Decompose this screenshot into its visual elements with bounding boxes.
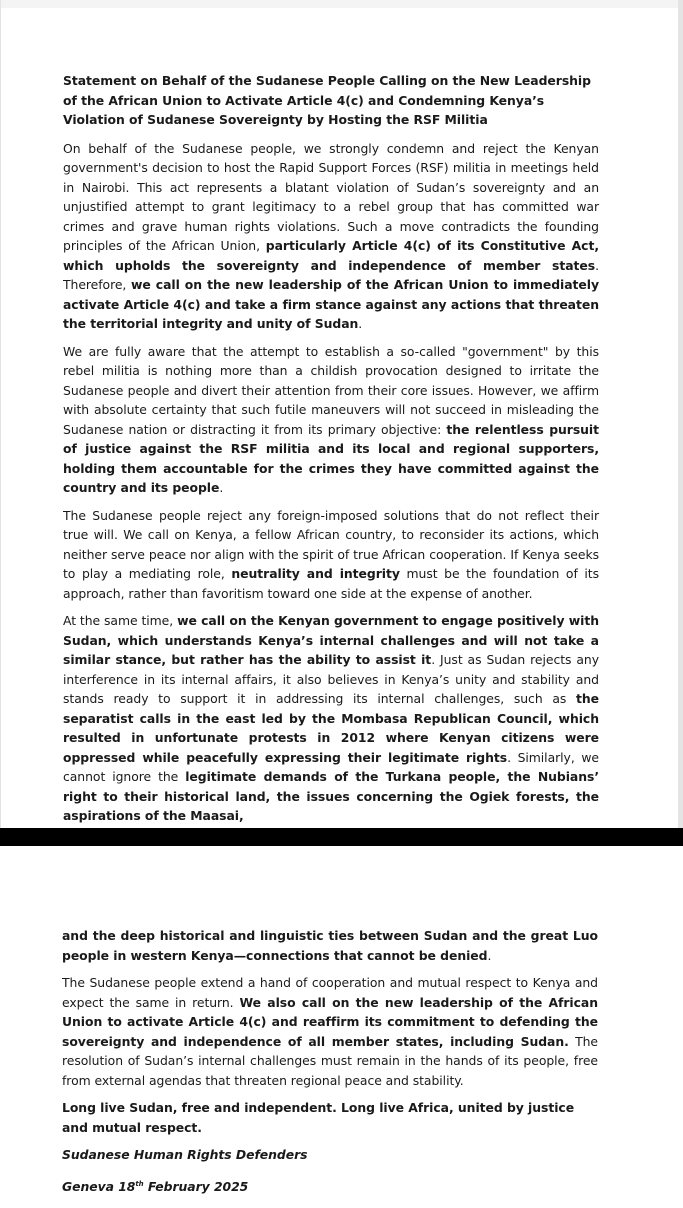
statement-paragraph [62, 926, 598, 965]
page-2-content [62, 926, 598, 1208]
page-top-edge [1, 0, 683, 8]
text-run: . [219, 480, 224, 495]
text-run: We are fully aware that the attempt to establish a so-called "government" by this rebel militia is nothing more than a childish provocation designed to irritate the Sudanese people and divert their attention from their core issues. However, we affirm with absolute certainty that such futile maneuvers will not succeed in misleading the Sudanese nation or distracting it from its primary objective: [63, 343, 599, 437]
statement-paragraph [63, 139, 599, 334]
statement-paragraph [63, 611, 599, 826]
statement-paragraph [62, 973, 598, 1090]
date-prefix: Geneva 18 [62, 1178, 136, 1194]
bold-text-run: we call on the new leadership of the African Union to immediately activate Article 4(c) and take a firm stance against any actions that threaten the territorial integrity and unity of Sudan [63, 277, 599, 331]
statement-paragraph [63, 506, 599, 604]
closing-statement: Long live Sudan, free and independent. Long live Africa, united by justice and mutual respect. [62, 1100, 575, 1135]
text-run: The resolution of Sudan’s internal challenges must remain in the hands of its people, free from external agendas that threaten regional peace and stability. [62, 1033, 598, 1088]
document-page-2 [0, 846, 683, 1200]
bold-text-run: we call on the Kenyan government to engage positively with Sudan, which understands Kenya’s internal challenges and will not take a similar stance, but rather has the ability to assist it [63, 613, 599, 667]
text-run: The Sudanese people reject any foreign-imposed solutions that do not reflect their true will. We call on Kenya, a fellow African country, to reconsider its actions, which neither serve peace nor align with the spirit of true African cooperation. If Kenya seeks to play a mediating role, [63, 507, 599, 581]
page-right-edge [678, 0, 683, 828]
text-run: . [487, 947, 492, 963]
text-run: . Similarly, we cannot ignore the [63, 749, 599, 784]
signature: Sudanese Human Rights Defenders [62, 1147, 308, 1162]
bold-text-run: and the deep historical and linguistic ties between Sudan and the great Luo people in western Kenya—connections that cannot be denied [62, 928, 598, 963]
bold-text-run: the relentless pursuit of justice against the RSF militia and its local and regional supporters, holding them accountable for the crimes they have committed against the country and its people [63, 421, 600, 495]
text-run: The Sudanese people extend a hand of cooperation and mutual respect to Kenya and expect the same in return. [62, 975, 598, 1010]
statement-title: Statement on Behalf of the Sudanese People Calling on the New Leadership of the African Union to Activate Article 4(c) and Condemning Kenya’s Violation of Sudanese Sovereignty by Hosting the RSF Militia [63, 73, 591, 127]
page-break-divider [0, 828, 683, 846]
text-run: . Just as Sudan rejects any interference in its internal affairs, it also believes in Kenya’s unity and stability and stands ready to support it in addressing its internal challenges, such as [63, 652, 599, 706]
text-run: On behalf of the Sudanese people, we strongly condemn and reject the Kenyan government's decision to host the Rapid Support Forces (RSF) militia in meetings held in Nairobi. This act represents a blatant violation of Sudan’s sovereignty and an unjustified attempt to grant legitimacy to a rebel group that has committed war crimes and grave human rights violations. Such a move contradicts the founding principles of the African Union, [63, 140, 599, 253]
text-run: At the same time, [63, 613, 178, 628]
text-run: . Therefore, [63, 257, 599, 292]
bold-text-run: We also call on the new leadership of the African Union to activate Article 4(c) and reaffirm its commitment to defending the sovereignty and independence of all member states, including Sudan. [62, 994, 598, 1049]
statement-paragraph [63, 342, 599, 498]
bold-text-run: particularly Article 4(c) of its Constitutive Act, which upholds the sovereignty and independence of member states [63, 238, 599, 273]
bold-text-run: legitimate demands of the Turkana people, the Nubians’ right to their historical land, the issues concerning the Ogiek forests, the aspirations of the Maasai, [63, 769, 599, 823]
bold-text-run: the separatist calls in the east led by the Mombasa Republican Council, which resulted in unfortunate protests in 2012 where Kenyan citizens were oppressed while peacefully expressing their legitimate rights [63, 691, 599, 765]
date-rest: February 2025 [143, 1178, 249, 1194]
bold-text-run: neutrality and integrity [231, 566, 400, 581]
page-1-content [63, 71, 599, 834]
date-ordinal-suffix: th [135, 1179, 144, 1188]
text-run: . [358, 316, 363, 331]
date-line [62, 1177, 598, 1197]
text-run: must be the foundation of its approach, rather than favoritism toward one side at the expense of another. [63, 566, 600, 601]
